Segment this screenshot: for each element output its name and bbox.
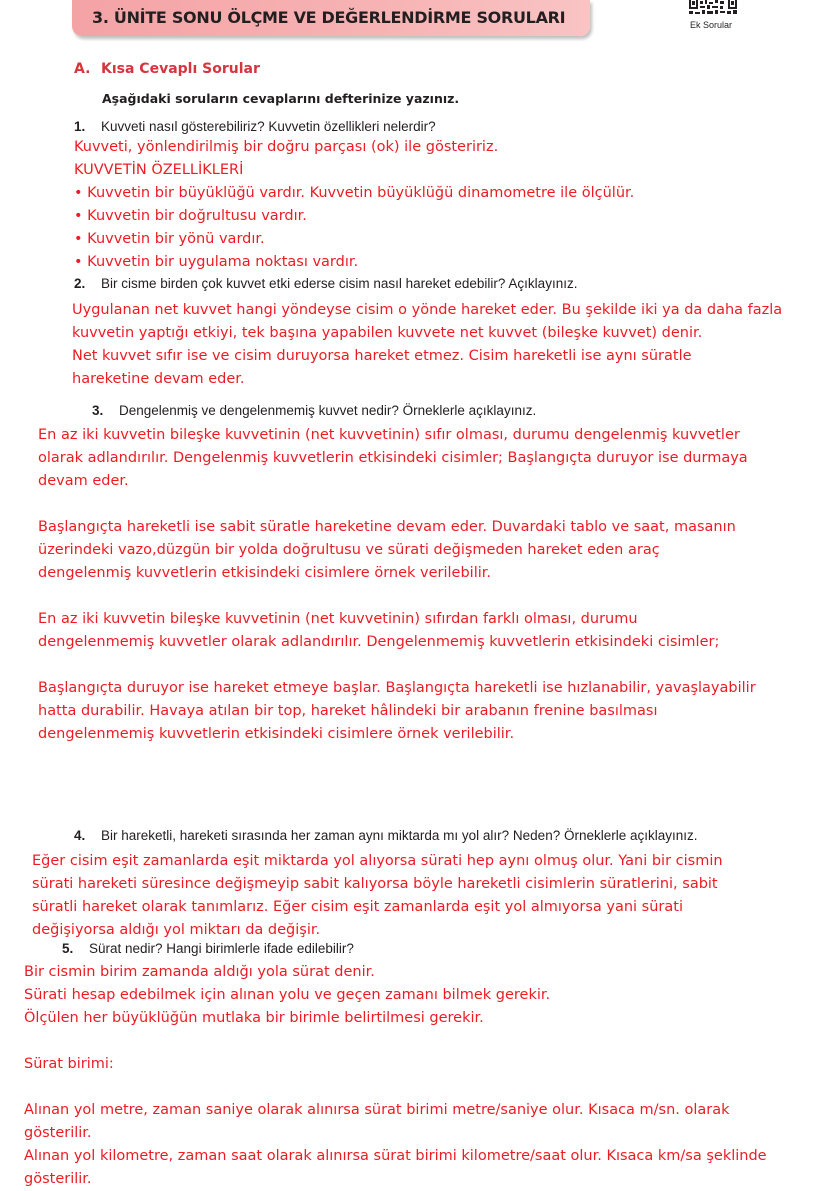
question-text: Bir cisme birden çok kuvvet etki ederse cisim nasıl hareket edebilir? Açıklayınız. <box>101 276 578 291</box>
question-text: Sürat nedir? Hangi birimlerle ifade edilebilir? <box>89 941 354 956</box>
answer-line: olarak adlandırılır. Dengelenmiş kuvvetlerin etkisindeki cisimler; Başlangıçta duruyor ise durmaya <box>38 450 748 466</box>
question-3 <box>92 403 536 418</box>
answer-line: gösterilir. <box>24 1171 92 1187</box>
answer-line: Alınan yol kilometre, zaman saat olarak alınırsa sürat birimi kilometre/saat olur. Kısaca km/sa şeklinde <box>24 1148 767 1164</box>
answer-line: Kuvveti, yönlendirilmiş bir doğru parçası (ok) ile gösteririz. <box>74 139 499 155</box>
answer-line: Sürat birimi: <box>24 1056 114 1072</box>
answer-line: kuvvetin yaptığı etkiyi, tek başına yapabilen kuvvete net kuvvet (bileşke kuvvet) denir. <box>72 325 703 341</box>
answer-line: En az iki kuvvetin bileşke kuvvetinin (net kuvvetinin) sıfırdan farklı olması, durumu <box>38 611 638 627</box>
answer-line: dengelenmemiş kuvvetler olarak adlandırılır. Dengelenmemiş kuvvetlerin etkisindeki cisimler; <box>38 634 720 650</box>
answer-3 <box>38 424 756 746</box>
chapter-banner <box>72 0 590 36</box>
answer-line: Ölçülen her büyüklüğün mutlaka bir birimle belirtilmesi gerekir. <box>24 1010 484 1026</box>
question-number: 5. <box>62 941 74 956</box>
answer-line: sürati hareketi süresince değişmeyip sabit kalıyorsa böyle hareketli cisimlerin süratlerini, sabit <box>32 876 718 892</box>
answer-line: dengelenmiş kuvvetlerin etkisindeki cisimlere örnek verilebilir. <box>38 565 492 581</box>
blank-line <box>24 1030 767 1053</box>
answer-line: • Kuvvetin bir doğrultusu vardır. <box>74 208 307 224</box>
answer-line: hareketine devam eder. <box>72 371 245 387</box>
answer-line: Alınan yol metre, zaman saniye olarak alınırsa sürat birimi metre/saniye olur. Kısaca m/sn. olarak <box>24 1102 730 1118</box>
qr-label: Ek Sorular <box>690 20 733 30</box>
answer-2 <box>72 299 782 391</box>
answer-line: Başlangıçta hareketli ise sabit süratle hareketine devam eder. Duvardaki tablo ve saat, masanın <box>38 519 736 535</box>
question-text: Kuvveti nasıl gösterebiliriz? Kuvvetin özellikleri nelerdir? <box>101 119 436 134</box>
answer-line: süratli hareket olarak tanımlarız. Eğer cisim eşit zamanlarda eşit yol almıyorsa yani sürati <box>32 899 683 915</box>
question-number: 2. <box>74 276 86 291</box>
section-letter: A. <box>74 61 91 77</box>
answer-line: KUVVETİN ÖZELLİKLERİ <box>74 162 244 178</box>
question-1 <box>74 119 436 134</box>
answer-line: değişiyorsa aldığı yol miktarı da değişir. <box>32 922 321 938</box>
answer-line: hatta durabilir. Havaya atılan bir top, hareket hâlindeki bir arabanın frenine basılması <box>38 703 658 719</box>
blank-line <box>38 493 756 516</box>
question-4 <box>74 828 698 843</box>
blank-line <box>38 654 756 677</box>
blank-line <box>38 585 756 608</box>
answer-4 <box>32 850 723 942</box>
question-number: 4. <box>74 828 86 843</box>
section-instruction: Aşağıdaki soruların cevaplarını defterinize yazınız. <box>102 91 460 106</box>
answer-line: devam eder. <box>38 473 129 489</box>
section-heading <box>74 61 260 77</box>
question-5 <box>62 941 354 956</box>
chapter-title: 3. ÜNİTE SONU ÖLÇME VE DEĞERLENDİRME SORULARI <box>92 8 566 27</box>
answer-1 <box>74 136 634 274</box>
question-number: 3. <box>92 403 104 418</box>
answer-line: Net kuvvet sıfır ise ve cisim duruyorsa hareket etmez. Cisim hareketli ise aynı süratle <box>72 348 692 364</box>
answer-line: Sürati hesap edebilmek için alınan yolu ve geçen zamanı bilmek gerekir. <box>24 987 551 1003</box>
question-2 <box>74 276 577 291</box>
answer-line: Uygulanan net kuvvet hangi yöndeyse cisim o yönde hareket eder. Bu şekilde iki ya da daha fazla <box>72 302 783 318</box>
answer-line: gösterilir. <box>24 1125 92 1141</box>
question-text: Dengelenmiş ve dengelenmemiş kuvvet nedir? Örneklerle açıklayınız. <box>119 403 537 418</box>
question-text: Bir hareketli, hareketi sırasında her zaman aynı miktarda mı yol alır? Neden? Örneklerle açıklayınız. <box>101 828 698 843</box>
answer-line: • Kuvvetin bir yönü vardır. <box>74 231 265 247</box>
answer-line: • Kuvvetin bir uygulama noktası vardır. <box>74 254 359 270</box>
qr-code-icon[interactable] <box>688 0 738 16</box>
section-title: Kısa Cevaplı Sorular <box>101 61 260 77</box>
question-number: 1. <box>74 119 86 134</box>
answer-line: Bir cismin birim zamanda aldığı yola sürat denir. <box>24 964 375 980</box>
answer-line: dengelenmemiş kuvvetlerin etkisindeki cisimlere örnek verilebilir. <box>38 726 515 742</box>
answer-line: Eğer cisim eşit zamanlarda eşit miktarda yol alıyorsa sürati hep aynı olmuş olur. Yani bir cismin <box>32 853 723 869</box>
answer-line: üzerindeki vazo,düzgün bir yolda doğrultusu ve sürati değişmeden hareket eden araç <box>38 542 660 558</box>
answer-5 <box>24 961 767 1191</box>
answer-line: En az iki kuvvetin bileşke kuvvetinin (net kuvvetinin) sıfır olması, durumu dengelenmiş kuvvetler <box>38 427 740 443</box>
answer-line: Başlangıçta duruyor ise hareket etmeye başlar. Başlangıçta hareketli ise hızlanabilir, yavaşlayabilir <box>38 680 756 696</box>
blank-line <box>24 1076 767 1099</box>
answer-line: • Kuvvetin bir büyüklüğü vardır. Kuvvetin büyüklüğü dinamometre ile ölçülür. <box>74 185 635 201</box>
